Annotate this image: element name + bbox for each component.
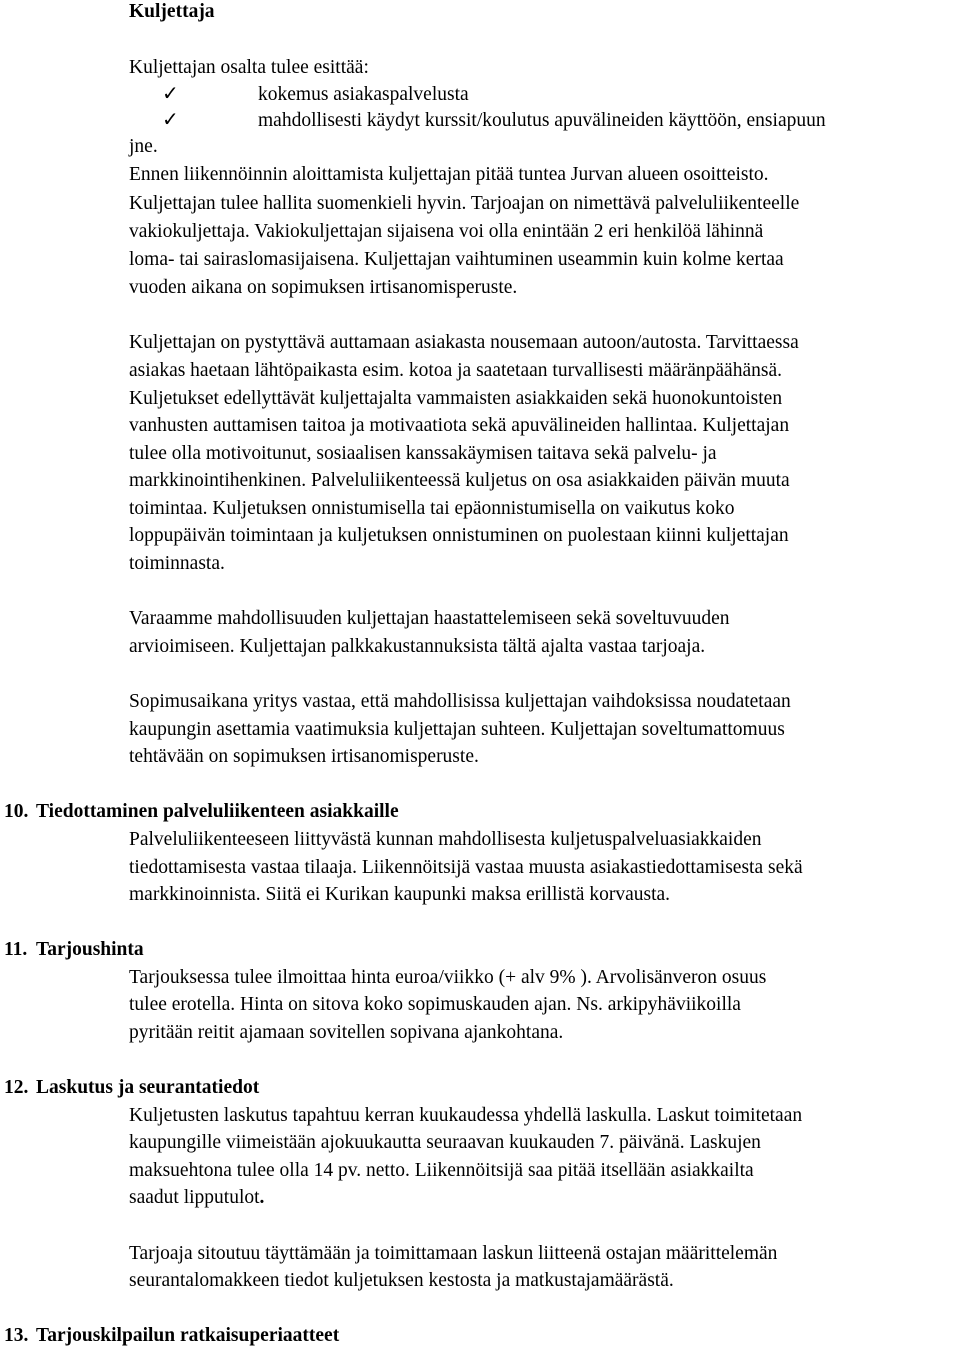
text-fragment: saadut lipputulot bbox=[129, 1187, 260, 1208]
text-line: Sopimusaikana yritys vastaa, että mahdollisissa kuljettajan vaihdoksissa noudatetaan bbox=[129, 691, 791, 712]
text-line: arvioimiseen. Kuljettajan palkkakustannuksista tältä ajalta vastaa tarjoaja. bbox=[129, 636, 706, 657]
kuljettaja-intro: Kuljettajan osalta tulee esittää: bbox=[129, 57, 369, 78]
text-line: vanhusten auttamisen taitoa ja motivaatiota sekä apuvälineiden hallintaa. Kuljettajan bbox=[129, 415, 790, 436]
text-line: asiakas haetaan lähtöpaikasta esim. kotoa ja saatetaan turvallisesti määränpäähänsä. bbox=[129, 360, 782, 381]
text-line: seurantalomakkeen tiedot kuljetuksen kestosta ja matkustajamäärästä. bbox=[129, 1270, 674, 1291]
text-line: vuoden aikana on sopimuksen irtisanomisperuste. bbox=[129, 277, 518, 298]
section-title: Tiedottaminen palveluliikenteen asiakkaille bbox=[36, 801, 399, 822]
section-number: 10. bbox=[4, 801, 29, 822]
text-line: Varaamme mahdollisuuden kuljettajan haastattelemiseen sekä soveltuvuuden bbox=[129, 608, 730, 629]
section-title: Tarjouskilpailun ratkaisuperiaatteet bbox=[36, 1325, 340, 1346]
text-line: tulee olla motivoitunut, sosiaalisen kanssakäymisen taitava sekä palvelu- ja bbox=[129, 443, 717, 464]
section-title-kuljettaja: Kuljettaja bbox=[129, 1, 215, 22]
section-number: 11. bbox=[4, 939, 28, 960]
text-line: jne. bbox=[129, 136, 158, 157]
text-line: loma- tai sairaslomasijaisena. Kuljettajan vaihtuminen useammin kuin kolme kertaa bbox=[129, 249, 784, 270]
section-title: Laskutus ja seurantatiedot bbox=[36, 1077, 260, 1098]
text-line: Palveluliikenteeseen liittyvästä kunnan mahdollisesta kuljetuspalveluasiakkaiden bbox=[129, 829, 762, 850]
section-number: 12. bbox=[4, 1077, 29, 1098]
section-number: 13. bbox=[4, 1325, 29, 1346]
section-heading-10 bbox=[4, 800, 399, 824]
text-line: markkinointihenkinen. Palveluliikenteessä kuljetus on osa asiakkaiden päivän muuta bbox=[129, 470, 790, 491]
text-line: vakiokuljettaja. Vakiokuljettajan sijaisena voi olla enintään 2 eri henkilöä lähinnä bbox=[129, 221, 764, 242]
text-line bbox=[129, 1186, 264, 1210]
text-line: Kuljettajan on pystyttävä auttamaan asiakasta nousemaan autoon/autosta. Tarvittaessa bbox=[129, 332, 799, 353]
text-line: Kuljettajan tulee hallita suomenkieli hyvin. Tarjoajan on nimettävä palveluliikenteelle bbox=[129, 193, 800, 214]
text-line: markkinoinnista. Siitä ei Kurikan kaupunki maksa erillistä korvausta. bbox=[129, 884, 671, 905]
text-line: toiminnasta. bbox=[129, 553, 225, 574]
checkmark-icon: ✓ bbox=[162, 107, 179, 131]
bullet-item: kokemus asiakaspalvelusta bbox=[258, 84, 469, 105]
text-line: toimintaa. Kuljetuksen onnistumisella tai epäonnistumisella on vaikutus koko bbox=[129, 498, 735, 519]
text-line: Kuljetusten laskutus tapahtuu kerran kuukaudessa yhdellä laskulla. Laskut toimitetaan bbox=[129, 1105, 803, 1126]
text-line: maksuehtona tulee olla 14 pv. netto. Liikennöitsijä saa pitää itsellään asiakkailta bbox=[129, 1160, 754, 1181]
text-line: kaupungille viimeistään ajokuukautta seuraavan kuukauden 7. päivänä. Laskujen bbox=[129, 1132, 761, 1153]
text-line: kaupungin asettamia vaatimuksia kuljettajan suhteen. Kuljettajan soveltumattomuus bbox=[129, 719, 785, 740]
section-heading-11 bbox=[4, 938, 144, 962]
checkmark-icon: ✓ bbox=[162, 81, 179, 105]
text-line: Ennen liikennöinnin aloittamista kuljettajan pitää tuntea Jurvan alueen osoitteisto. bbox=[129, 164, 769, 185]
text-line: tiedottamisesta vastaa tilaaja. Liikennöitsijä vastaa muusta asiakastiedottamisesta sekä bbox=[129, 857, 803, 878]
text-line: loppupäivän toimintaan ja kuljetuksen onnistuminen on puolestaan kiinni kuljettajan bbox=[129, 525, 789, 546]
bold-period: . bbox=[259, 1187, 265, 1208]
text-line: tulee erotella. Hinta on sitova koko sopimuskauden ajan. Ns. arkipyhäviikoilla bbox=[129, 994, 741, 1015]
text-line: Tarjoaja sitoutuu täyttämään ja toimittamaan laskun liitteenä ostajan määrittelemän bbox=[129, 1243, 778, 1264]
text-line: tehtävään on sopimuksen irtisanomisperuste. bbox=[129, 746, 479, 767]
section-heading-13 bbox=[4, 1324, 339, 1348]
text-line: Tarjouksessa tulee ilmoittaa hinta euroa/viikko (+ alv 9% ). Arvolisänveron osuus bbox=[129, 967, 767, 988]
bullet-item: mahdollisesti käydyt kurssit/koulutus apuvälineiden käyttöön, ensiapuun bbox=[258, 110, 826, 131]
text-line: pyritään reitit ajamaan sovitellen sopivana ajankohtana. bbox=[129, 1022, 564, 1043]
section-heading-12 bbox=[4, 1076, 259, 1100]
text-line: Kuljetukset edellyttävät kuljettajalta vammaisten asiakkaiden sekä huonokuntoisten bbox=[129, 388, 783, 409]
section-title: Tarjoushinta bbox=[36, 939, 144, 960]
